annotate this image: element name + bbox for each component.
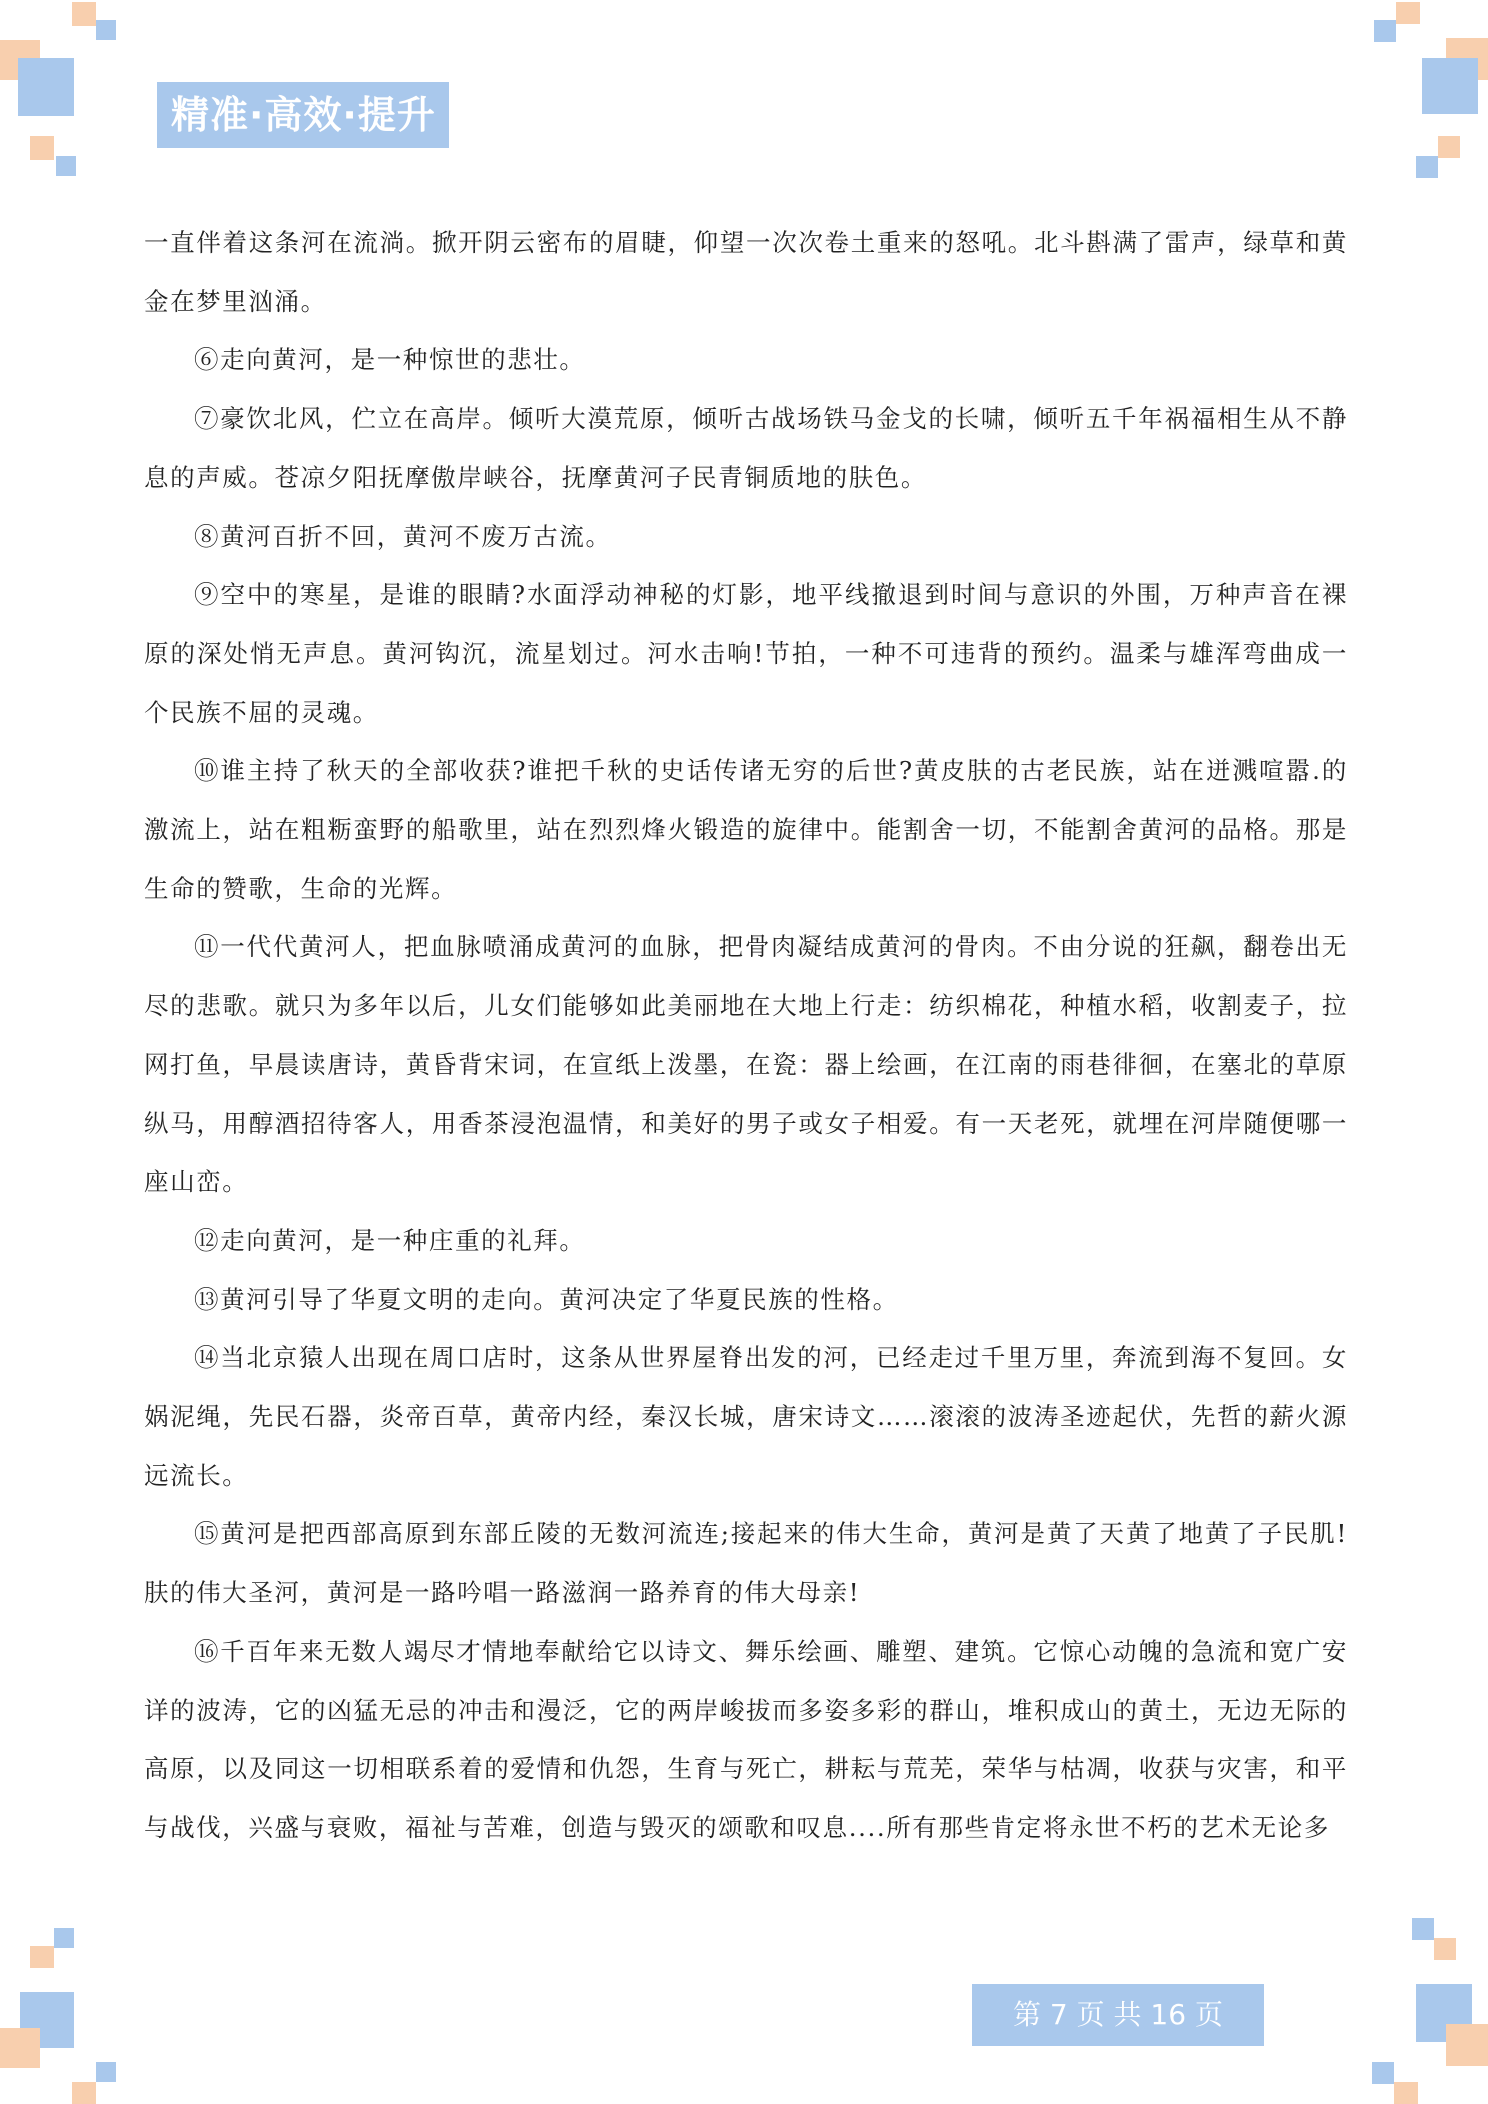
- paragraph: ⑯千百年来无数人竭尽才情地奉献给它以诗文、舞乐绘画、雕塑、建筑。它惊心动魄的急流和宽广安详的波涛，它的凶猛无忌的冲击和漫泛，它的两岸峻拔而多姿多彩的群山，堆积成山的黄土，无边无际的高原，以及同这一切相联系着的爱情和仇怨，生育与死亡，耕耘与荒芜，荣华与枯凋，收获与灾害，和平与战伐，兴盛与衰败，福祉与苦难，创造与毁灭的颂歌和叹息....所有那些肯定将永世不朽的艺术无论多: [144, 1636, 1348, 1842]
- corner-decoration: [1422, 58, 1478, 114]
- corner-decoration: [1416, 156, 1438, 178]
- corner-decoration: [56, 156, 76, 176]
- document-body: [144, 214, 1348, 1858]
- corner-decoration: [72, 2082, 96, 2104]
- corner-decoration: [96, 2062, 116, 2082]
- paragraph: ⑬黄河引导了华夏文明的走向。黄河决定了华夏民族的性格。: [194, 1284, 899, 1314]
- corner-decoration: [1412, 1918, 1434, 1940]
- paragraph: ⑩谁主持了秋天的全部收获?谁把千秋的史话传诸无穷的后世?黄皮肤的古老民族，站在迸溅喧嚣.的激流上，站在粗粝蛮野的船歌里，站在烈烈烽火锻造的旋律中。能割舍一切，不能割舍黄河的品格。那是生命的赞歌，生命的光辉。: [144, 756, 1348, 903]
- header-banner: 精准·高效·提升: [157, 82, 449, 148]
- corner-decoration: [30, 136, 54, 160]
- paragraph: ⑭当北京猿人出现在周口店时，这条从世界屋脊出发的河，已经走过千里万里，奔流到海不复回。女娲泥绳，先民石器，炎帝百草，黄帝内经，秦汉长城，唐宋诗文……滚滚的波涛圣迹起伏，先哲的薪火源远流长。: [144, 1343, 1348, 1490]
- corner-decoration: [18, 58, 74, 116]
- paragraph: ⑨空中的寒星，是谁的眼睛?水面浮动神秘的灯影，地平线撤退到时间与意识的外围，万种声音在裸原的深处悄无声息。黄河钩沉，流星划过。河水击响!节拍，一种不可违背的预约。温柔与雄浑弯曲成一个民族不屈的灵魂。: [144, 580, 1348, 727]
- paragraph: ⑧黄河百折不回，黄河不废万古流。: [194, 521, 612, 551]
- corner-decoration: [1438, 136, 1460, 158]
- corner-decoration: [0, 2028, 40, 2068]
- paragraph: ⑫走向黄河，是一种庄重的礼拜。: [194, 1225, 586, 1255]
- corner-decoration: [1446, 2024, 1488, 2066]
- corner-decoration: [1434, 1938, 1456, 1960]
- paragraph: ⑦豪饮北风，伫立在高岸。倾听大漠荒原，倾听古战场铁马金戈的长啸，倾听五千年祸福相生从不静息的声威。苍凉夕阳抚摩傲岸峡谷，抚摩黄河子民青铜质地的肤色。: [144, 404, 1348, 492]
- corner-decoration: [1372, 2062, 1394, 2084]
- paragraph: ⑮黄河是把西部高原到东部丘陵的无数河流连;接起来的伟大生命，黄河是黄了天黄了地黄了子民肌!肤的伟大圣河，黄河是一路吟唱一路滋润一路养育的伟大母亲!: [144, 1519, 1348, 1608]
- corner-decoration: [1374, 20, 1396, 42]
- page-indicator: 第 7 页 共 16 页: [972, 1984, 1264, 2046]
- corner-decoration: [96, 20, 116, 40]
- corner-decoration: [1396, 2, 1420, 24]
- paragraph: ⑪一代代黄河人，把血脉喷涌成黄河的血脉，把骨肉凝结成黄河的骨肉。不由分说的狂飙，翻卷出无尽的悲歌。就只为多年以后，儿女们能够如此美丽地在大地上行走：纺织棉花，种植水稻，收割麦子，拉网打鱼，早晨读唐诗，黄昏背宋词，在宣纸上泼墨，在瓷：器上绘画，在江南的雨巷徘徊，在塞北的草原纵马，用醇酒招待客人，用香茶浸泡温情，和美好的男子或女子相爱。有一天老死，就埋在河岸随便哪一座山峦。: [144, 932, 1348, 1197]
- paragraph: ⑥走向黄河，是一种惊世的悲壮。: [194, 345, 586, 375]
- corner-decoration: [72, 2, 96, 26]
- corner-decoration: [54, 1928, 74, 1948]
- corner-decoration: [30, 1946, 54, 1968]
- paragraph: 一直伴着这条河在流淌。掀开阴云密布的眉睫，仰望一次次卷土重来的怒吼。北斗斟满了雷声，绿草和黄金在梦里汹涌。: [144, 228, 1348, 316]
- corner-decoration: [1394, 2082, 1418, 2104]
